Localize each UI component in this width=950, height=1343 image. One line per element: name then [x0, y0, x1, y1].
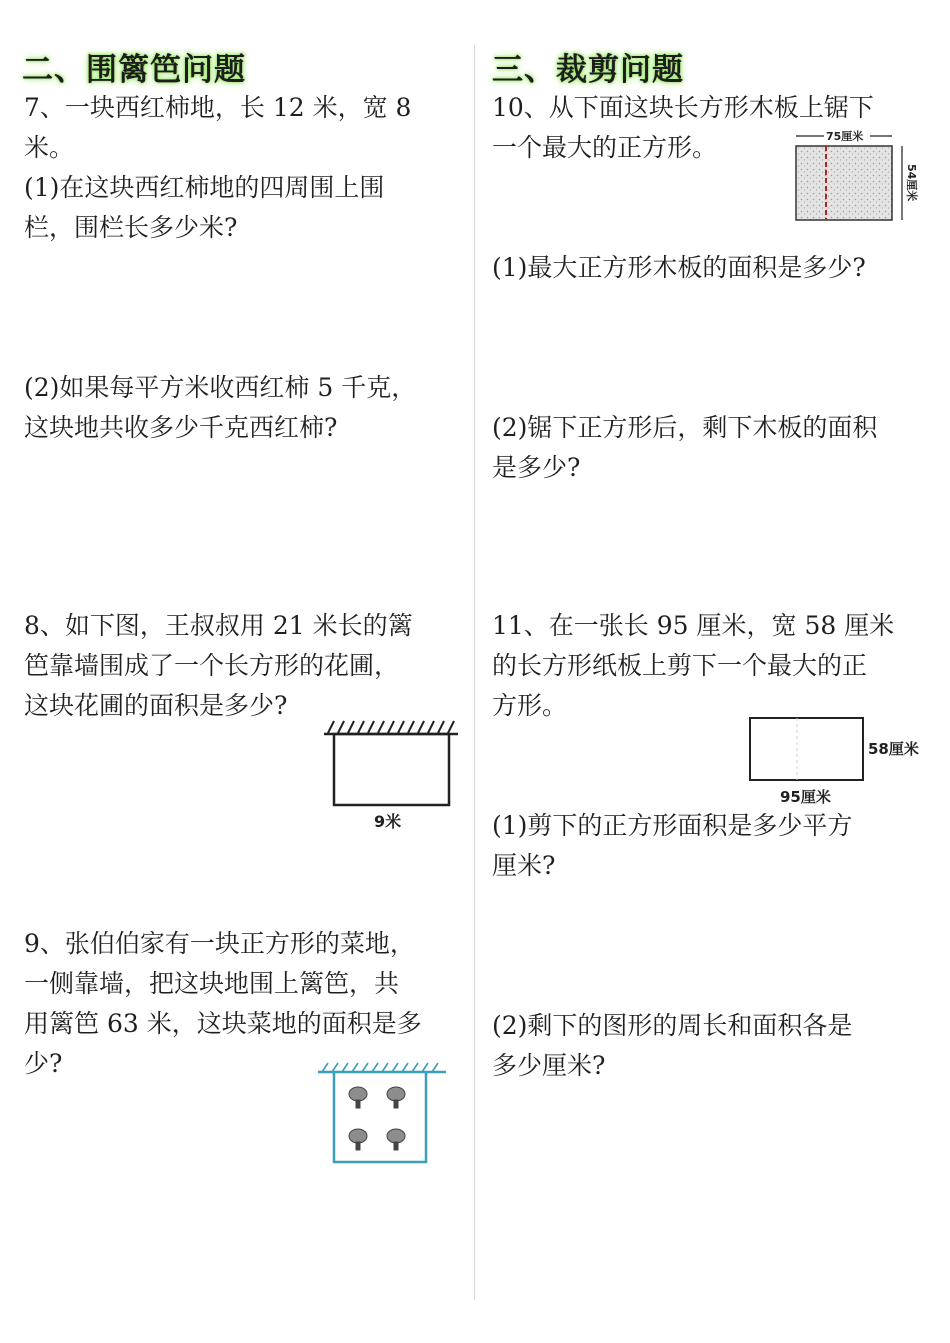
question-10-part-1: [492, 248, 866, 288]
cabbage-icon: [349, 1087, 405, 1150]
question-11-part-2: [492, 1006, 852, 1086]
vegetable-plot-figure: [314, 1060, 450, 1170]
question-7-part-1-line-2: 栏，围栏长多少米?: [24, 213, 238, 242]
section-heading-cutting: 三、裁剪问题: [492, 52, 684, 88]
question-11-line-2: 的长方形纸板上剪下一个最大的正: [492, 651, 868, 680]
cardboard-width-label: 95厘米: [780, 788, 831, 806]
question-11-part-1-line-2: 厘米?: [492, 851, 556, 880]
garden-width-label: 9米: [374, 812, 402, 831]
question-8-line-3: 这块花圃的面积是多少?: [24, 691, 288, 720]
question-9-line-4: 少?: [24, 1049, 63, 1078]
question-10-part-1-line: (1)最大正方形木板的面积是多少?: [492, 253, 866, 282]
board-height-label: 54厘米: [905, 164, 918, 202]
question-7-part-2: [24, 368, 416, 448]
question-10-part-2: [492, 408, 877, 488]
question-11-part-2-line-1: (2)剩下的图形的周长和面积各是: [492, 1011, 853, 1040]
question-11-line-3: 方形。: [492, 691, 568, 720]
question-10-line-2: 一个最大的正方形。: [492, 133, 718, 162]
section-heading-fencing: 二、围篱笆问题: [22, 52, 246, 88]
question-8-line-2: 笆靠墙围成了一个长方形的花圃，: [24, 651, 400, 680]
question-7: [24, 88, 411, 248]
wood-board-figure: [788, 126, 924, 226]
question-9-line-3: 用篱笆 63 米，这块菜地的面积是多: [24, 1009, 422, 1038]
question-11-line-1: 11、在一张长 95 厘米，宽 58 厘米: [492, 611, 895, 640]
cardboard-figure: [746, 714, 936, 810]
garden-wall-figure: [318, 716, 464, 836]
question-10-part-2-line-1: (2)锯下正方形后，剩下木板的面积: [492, 413, 878, 442]
question-7-part-2-line-2: 这块地共收多少千克西红柿?: [24, 413, 338, 442]
question-8: [24, 606, 413, 726]
question-11: [492, 606, 894, 726]
question-7-line-1: 7、一块西红柿地，长 12 米，宽 8: [24, 93, 412, 122]
question-8-line-1: 8、如下图，王叔叔用 21 米长的篱: [24, 611, 413, 640]
question-7-line-2: 米。: [24, 133, 75, 162]
question-7-part-2-line-1: (2)如果每平方米收西红柿 5 千克，: [24, 373, 417, 402]
board-width-label: 75厘米: [826, 130, 864, 143]
cardboard-height-label: 58厘米: [868, 740, 919, 758]
question-11-part-2-line-2: 多少厘米?: [492, 1051, 606, 1080]
question-7-part-1-line-1: (1)在这块西红柿地的四周围上围: [24, 173, 385, 202]
question-9-line-1: 9、张伯伯家有一块正方形的菜地，: [24, 929, 415, 958]
column-divider: [474, 45, 475, 1300]
question-11-part-1-line-1: (1)剪下的正方形面积是多少平方: [492, 811, 853, 840]
question-9-line-2: 一侧靠墙，把这块地围上篱笆，共: [24, 969, 400, 998]
question-10-line-1: 10、从下面这块长方形木板上锯下: [492, 93, 874, 122]
question-11-part-1: [492, 806, 852, 886]
question-10-part-2-line-2: 是多少?: [492, 453, 581, 482]
